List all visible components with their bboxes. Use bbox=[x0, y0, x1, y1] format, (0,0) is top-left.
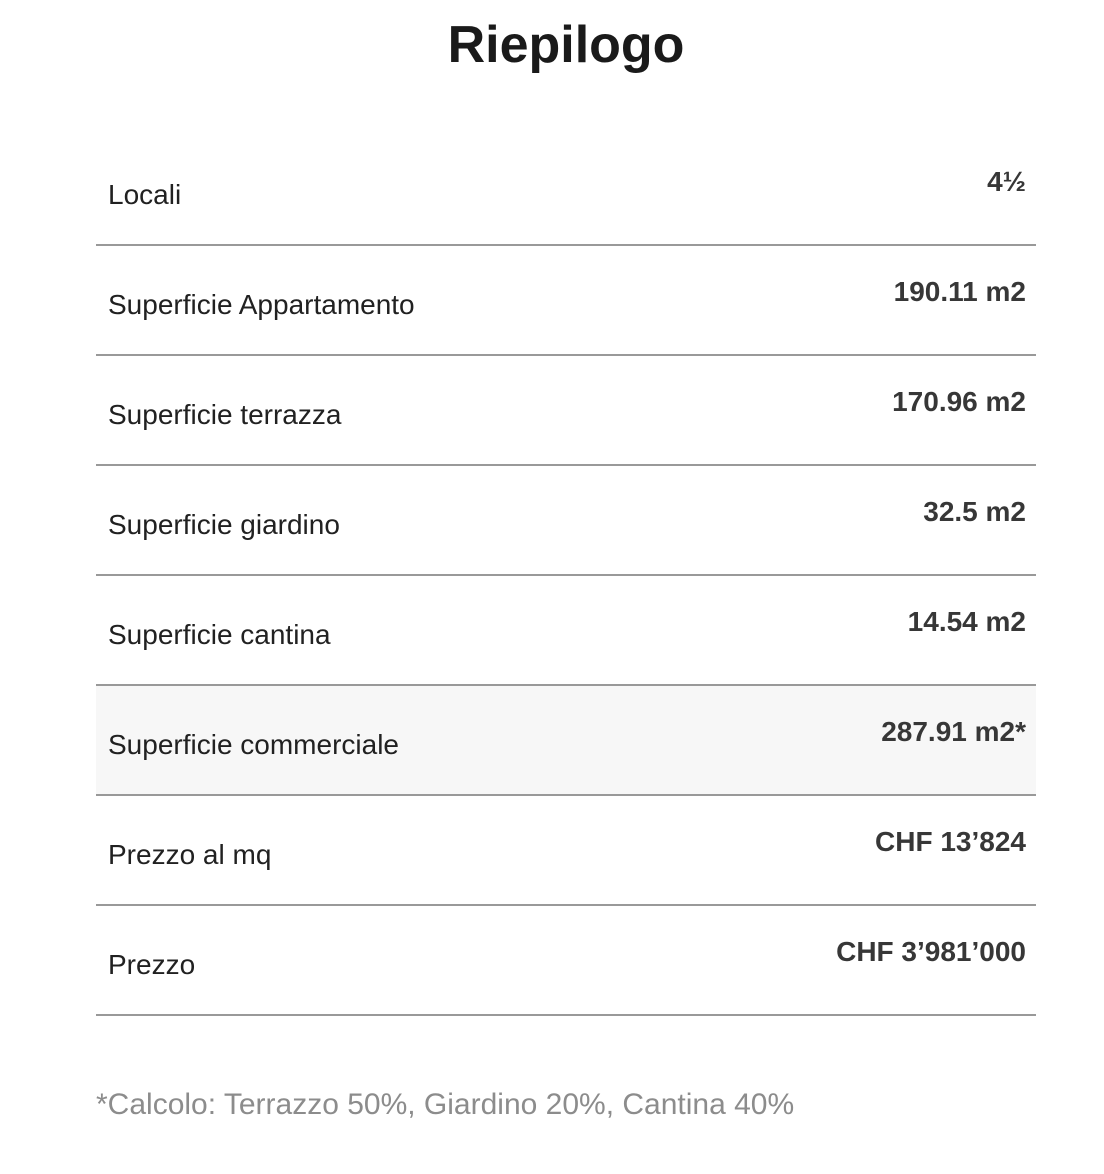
table-row-highlighted bbox=[96, 686, 1036, 796]
summary-section bbox=[96, 0, 1036, 1122]
row-label: Superficie cantina bbox=[108, 619, 331, 650]
calculation-footnote: *Calcolo: Terrazzo 50%, Giardino 20%, Cantina 40% bbox=[96, 1088, 795, 1121]
row-value: 190.11 m2 bbox=[893, 276, 1026, 307]
row-value: 14.54 m2 bbox=[907, 606, 1026, 637]
table-row bbox=[96, 466, 1036, 576]
table-row bbox=[96, 246, 1036, 356]
table-row bbox=[96, 356, 1036, 466]
table-row bbox=[96, 136, 1036, 246]
row-label: Locali bbox=[108, 179, 182, 210]
row-label: Superficie terrazza bbox=[108, 399, 342, 430]
row-label: Superficie giardino bbox=[108, 509, 340, 540]
row-label: Prezzo al mq bbox=[108, 839, 272, 870]
row-value: 32.5 m2 bbox=[923, 496, 1026, 527]
row-value: 4½ bbox=[987, 166, 1026, 197]
row-value: CHF 3’981’000 bbox=[836, 936, 1026, 967]
row-value: 170.96 m2 bbox=[892, 386, 1026, 417]
summary-table bbox=[96, 136, 1036, 1016]
row-label: Superficie Appartamento bbox=[108, 289, 415, 320]
row-label: Superficie commerciale bbox=[108, 729, 399, 760]
row-value: 287.91 m2* bbox=[881, 716, 1026, 747]
row-value: CHF 13’824 bbox=[875, 826, 1026, 857]
table-row bbox=[96, 576, 1036, 686]
page-title: Riepilogo bbox=[447, 16, 685, 74]
table-row bbox=[96, 906, 1036, 1016]
table-row bbox=[96, 796, 1036, 906]
row-label: Prezzo bbox=[108, 949, 196, 980]
